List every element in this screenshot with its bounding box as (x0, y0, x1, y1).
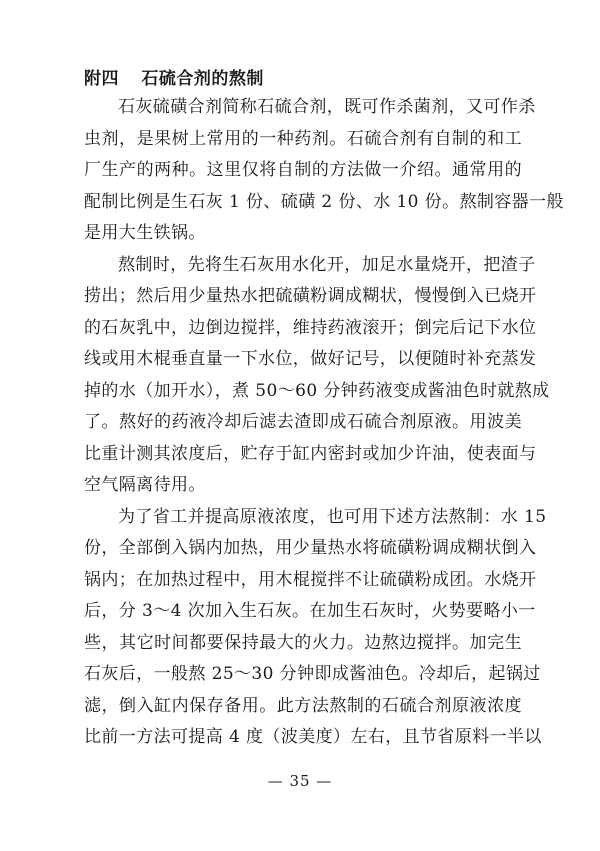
page-number: — 35 — (267, 772, 333, 790)
text-line: 是用大生铁锅。 (84, 223, 206, 243)
text-line: 比重计测其浓度后，贮存于缸内密封或加少许油，使表面与 (84, 443, 537, 464)
text-line: 为了省工并提高原液浓度，也可用下述方法熬制：水 15 (118, 506, 547, 527)
text-line: 份，全部倒入锅内加热，用少量热水将硫磺粉调成糊状倒入 (84, 538, 537, 558)
text-line: 石灰后，一般熬 25～30 分钟即成酱油色。冷却后，起锅过 (84, 664, 541, 684)
text-line: 捞出；然后用少量热水把硫磺粉调成糊状，慢慢倒入已烧开 (84, 286, 537, 306)
text-line: 线或用木棍垂直量一下水位，做好记号，以便随时补充蒸发 (84, 349, 537, 369)
text-line: 熬制时，先将生石灰用水化开，加足水量烧开，把渣子 (118, 254, 536, 275)
text-line: 虫剂，是果树上常用的一种药剂。石硫合剂有自制的和工 (84, 128, 522, 149)
text-line: 滤，倒入缸内保存备用。此方法熬制的石硫合剂原液浓度 (84, 695, 522, 716)
section-title: 石硫合剂的熬制 (141, 69, 264, 89)
text-line: 了。熬好的药液冷却后滤去渣即成石硫合剂原液。用波美 (84, 412, 522, 432)
text-line: 石灰硫磺合剂简称石硫合剂，既可作杀菌剂，又可作杀 (118, 97, 536, 117)
text-line: 厂生产的两种。这里仅将自制的方法做一介绍。通常用的 (84, 160, 522, 180)
text-line: 些，其它时间都要保持最大的火力。边熬边搅拌。加完生 (84, 632, 522, 653)
text-line: 后，分 3～4 次加入生石灰。在加生石灰时，火势要略小一 (84, 601, 536, 621)
text-line: 锅内；在加热过程中，用木棍搅拌不让硫磺粉成团。水烧开 (84, 569, 537, 590)
text-line: 配制比例是生石灰 1 份、硫磺 2 份、水 10 份。熬制容器一般 (84, 191, 564, 212)
text-line: 掉的水（加开水），煮 50～60 分钟药液变成酱油色时就熬成 (84, 380, 550, 401)
section-heading (84, 64, 264, 89)
appendix-label: 附四 (84, 69, 119, 89)
text-line: 空气隔离待用。 (84, 475, 206, 495)
text-line: 比前一方法可提高 4 度（波美度）左右，且节省原料一半以 (84, 727, 542, 747)
text-line: 的石灰乳中，边倒边搅拌，维持药液滚开；倒完后记下水位 (84, 317, 537, 338)
